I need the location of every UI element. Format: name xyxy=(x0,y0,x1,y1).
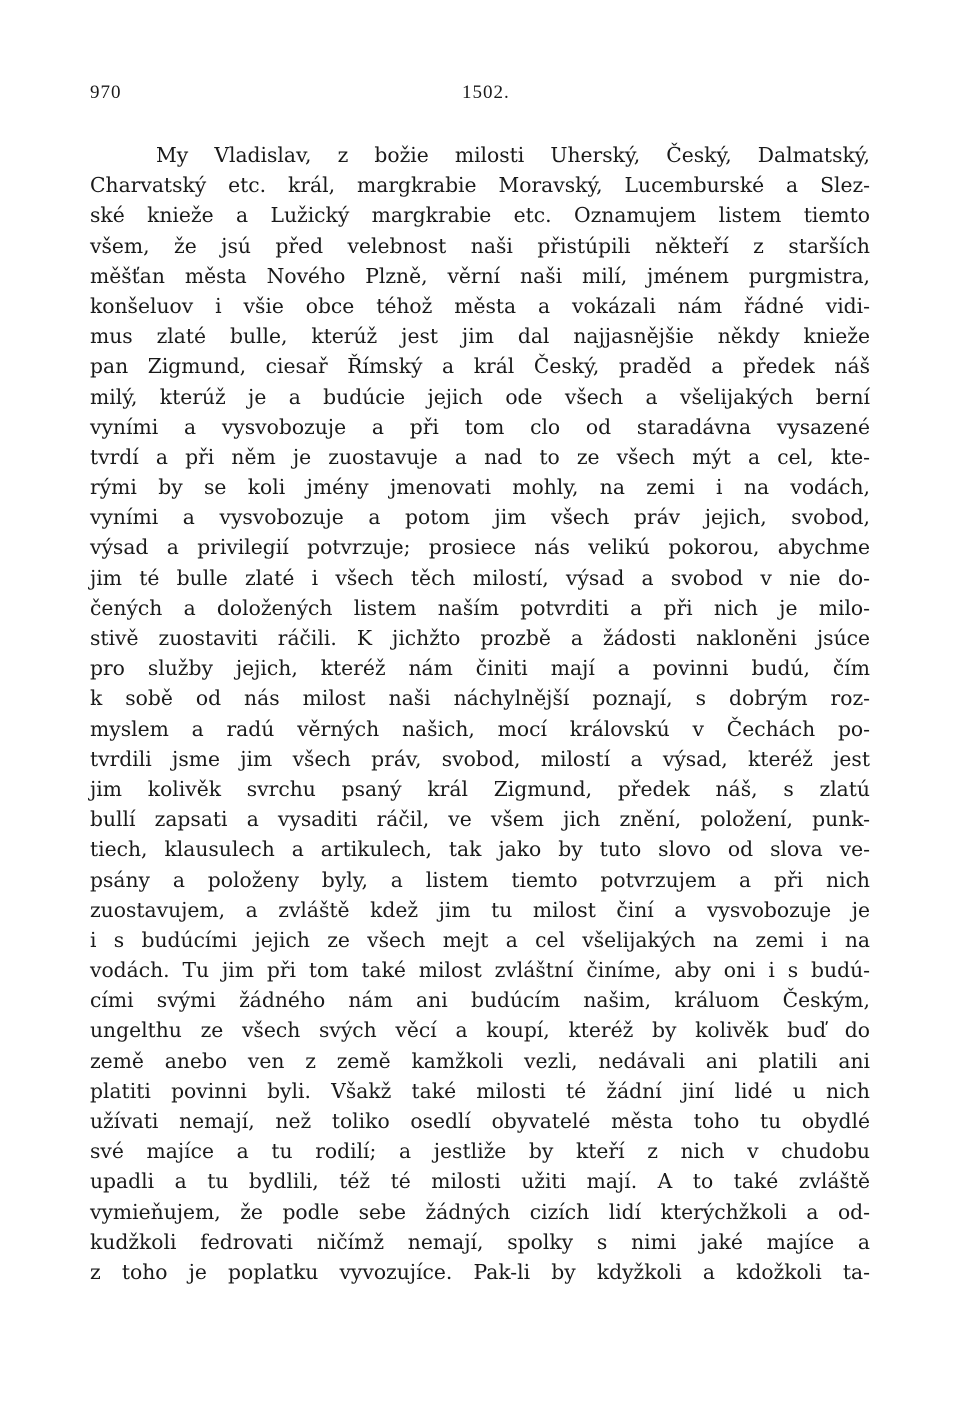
page-number: 970 xyxy=(90,82,122,103)
text-line: své majíce a tu rodilí; a jestliže by kteří z nich v chudobu xyxy=(90,1139,870,1164)
text-line: jim té bulle zlaté i všech těch milostí, výsad a svobod v nie do- xyxy=(90,565,870,590)
text-line: ungelthu ze všech svých věcí a koupí, kteréž by kolivěk buď do xyxy=(90,1018,870,1043)
text-line: všem, že jsú před velebnost naši přistúpili někteří z starších xyxy=(90,233,870,258)
text-line: vymieňujem, že podle sebe žádných cizích lidí kterýchžkoli a od- xyxy=(90,1199,870,1224)
text-line: cími svými žádného nám ani budúcím našim, králuom Českým, xyxy=(90,988,870,1013)
text-line: i s budúcími jejich ze všech mejt a cel všelijakých na zemi i na xyxy=(90,927,870,952)
text-line: ské knieže a Lužický margkrabie etc. Oznamujem listem tiemto xyxy=(90,203,870,228)
text-line: vodách. Tu jim při tom také milost zvláštní činíme, aby oni i s budú- xyxy=(90,958,870,983)
text-line: k sobě od nás milost naši náchylnější poznají, s dobrým roz- xyxy=(90,686,870,711)
running-head-year: 1502. xyxy=(462,82,510,103)
text-line: myslem a radú věrných našich, mocí královskú v Čechách po- xyxy=(90,716,870,741)
text-line: vyními a vysvobozuje a potom jim všech práv jejich, svobod, xyxy=(90,505,870,530)
text-line: rými by se koli jmény jmenovati mohly, na zemi i na vodách, xyxy=(90,475,870,500)
text-line: jim kolivěk svrchu psaný král Zigmund, předek náš, s zlatú xyxy=(90,776,870,801)
text-line: užívati nemají, než toliko osedlí obyvatelé města toho tu obydlé xyxy=(90,1109,870,1133)
text-line: milý, kterúž je a budúcie jejich ode všech a všelijakých berní xyxy=(90,384,870,409)
text-line: kudžkoli fedrovati ničímž nemají, spolky s nimi jaké majíce a xyxy=(90,1229,870,1254)
text-line: pan Zigmund, ciesař Římský a král Český, praděd a předek náš xyxy=(90,354,870,379)
text-line: My Vladislav, z božie milosti Uherský, Český, Dalmatský, xyxy=(156,143,870,167)
text-line: mus zlaté bulle, kterúž jest jim dal najjasnějšie někdy knieže xyxy=(90,324,870,349)
charter-text xyxy=(90,140,870,1287)
text-line: pro služby jejich, kteréž nám činiti mají a povinni budú, čím xyxy=(90,656,870,681)
text-line: země anebo ven z země kamžkoli vezli, nedávali ani platili ani xyxy=(90,1048,870,1073)
text-line: tiech, klausulech a artikulech, tak jako by tuto slovo od slova ve- xyxy=(90,837,870,862)
text-line: bullí zapsati a vysaditi ráčil, ve všem jich znění, položení, punk- xyxy=(90,807,870,832)
text-line: čených a doložených listem naším potvrditi a při nich je milo- xyxy=(90,595,870,620)
page-header xyxy=(90,82,870,112)
text-line: platiti povinni byli. Všakž také milosti té žádní jiní lidé u nich xyxy=(90,1078,870,1103)
text-line: stivě zuostaviti ráčili. K jichžto prozbě a žádosti nakloněni jsúce xyxy=(90,626,870,650)
text-line: tvrdí a při něm je zuostavuje a nad to ze všech mýt a cel, kte- xyxy=(90,444,870,469)
text-line: upadli a tu bydlili, též té milosti užiti mají. A to také zvláště xyxy=(90,1169,870,1194)
text-line: vyními a vysvobozuje a při tom clo od staradávna vysazené xyxy=(90,414,870,439)
text-line: z toho je poplatku vyvozujíce. Pak-li by kdyžkoli a kdožkoli ta- xyxy=(90,1259,870,1284)
text-line: měšťan města Nového Plzně, věrní naši milí, jménem purgmistra, xyxy=(90,263,870,288)
text-line: psány a položeny byly, a listem tiemto potvrzujem a při nich xyxy=(90,867,870,892)
text-line: konšeluov i všie obce téhož města a vokázali nám řádné vidi- xyxy=(90,293,870,318)
text-line: tvrdili jsme jim všech práv, svobod, milostí a výsad, kteréž jest xyxy=(90,746,870,771)
text-line: Charvatský etc. král, margkrabie Moravský, Lucemburské a Slez- xyxy=(90,173,870,198)
text-line: výsad a privilegií potvrzuje; prosiece nás velikú pokorou, abychme xyxy=(90,535,870,560)
text-line: zuostavujem, a zvláště kdež jim tu milost činí a vysvobozuje je xyxy=(90,897,870,922)
